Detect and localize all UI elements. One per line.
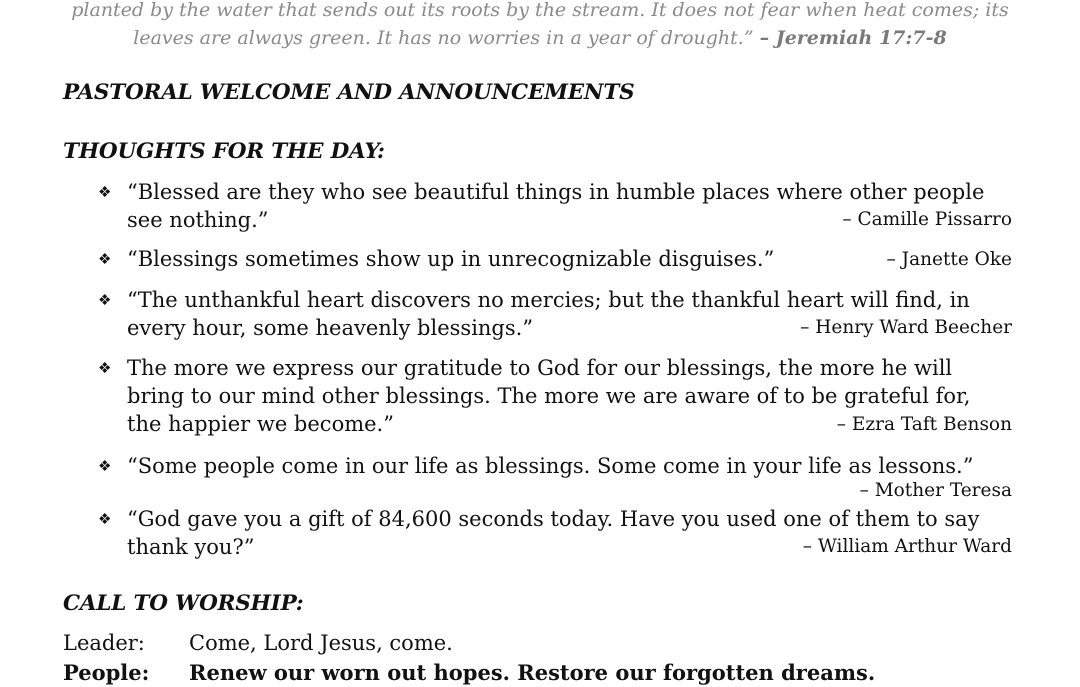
thought-attribution: – Ezra Taft Benson (836, 414, 1012, 435)
thought-item (98, 178, 1016, 234)
diamond-bullet-icon: ❖ (98, 510, 112, 528)
diamond-bullet-icon: ❖ (98, 457, 112, 475)
heading-call-to-worship: CALL TO WORSHIP: (63, 591, 304, 616)
thought-line: “The unthankful heart discovers no mercies; but the thankful heart will find, in (127, 288, 970, 312)
call-to-worship-role: Leader: (63, 631, 145, 655)
thought-line: “Some people come in our life as blessings. Some come in your life as lessons.” (127, 454, 974, 478)
call-to-worship-text: Come, Lord Jesus, come. (189, 631, 453, 655)
thought-attribution: – Camille Pissarro (842, 209, 1012, 230)
thought-item (98, 354, 1016, 438)
thought-attribution: – Mother Teresa (859, 480, 1012, 501)
scripture-quote (60, 0, 1020, 52)
thought-line: see nothing.” (127, 208, 269, 232)
scripture-line-1: planted by the water that sends out its roots by the stream. It does not fear when heat comes; its (71, 0, 1009, 21)
diamond-bullet-icon: ❖ (98, 250, 112, 268)
thought-line: “Blessed are they who see beautiful things in humble places where other people (127, 180, 985, 204)
diamond-bullet-icon: ❖ (98, 291, 112, 309)
scripture-reference: – Jeremiah 17:7-8 (759, 27, 947, 49)
thought-line: “God gave you a gift of 84,600 seconds today. Have you used one of them to say (127, 507, 980, 531)
thought-line: the happier we become.” (127, 412, 394, 436)
call-to-worship-text: Renew our worn out hopes. Restore our forgotten dreams. (189, 660, 876, 685)
thought-item (98, 286, 1016, 342)
thought-item (98, 505, 1016, 561)
call-to-worship-role: People: (63, 660, 150, 685)
thought-line: The more we express our gratitude to God for our blessings, the more he will (127, 356, 953, 380)
thought-line: bring to our mind other blessings. The more we are aware of to be grateful for, (127, 384, 971, 408)
scripture-line-2-text: leaves are always green. It has no worries in a year of drought.” (133, 27, 754, 49)
thought-attribution: – William Arthur Ward (802, 536, 1012, 557)
thought-line: every hour, some heavenly blessings.” (127, 316, 534, 340)
diamond-bullet-icon: ❖ (98, 183, 112, 201)
heading-pastoral-welcome: PASTORAL WELCOME AND ANNOUNCEMENTS (63, 80, 635, 105)
thought-attribution: – Henry Ward Beecher (800, 317, 1012, 338)
scripture-line-2 (60, 24, 1020, 52)
thought-attribution: – Janette Oke (886, 249, 1012, 270)
heading-thoughts-for-the-day: THOUGHTS FOR THE DAY: (63, 139, 385, 164)
thought-line: thank you?” (127, 535, 255, 559)
diamond-bullet-icon: ❖ (98, 359, 112, 377)
thought-item (98, 245, 1016, 273)
call-to-worship-line (63, 659, 875, 687)
call-to-worship-line (63, 629, 453, 657)
thought-line: “Blessings sometimes show up in unrecognizable disguises.” (127, 247, 775, 271)
thought-item (98, 452, 1016, 501)
